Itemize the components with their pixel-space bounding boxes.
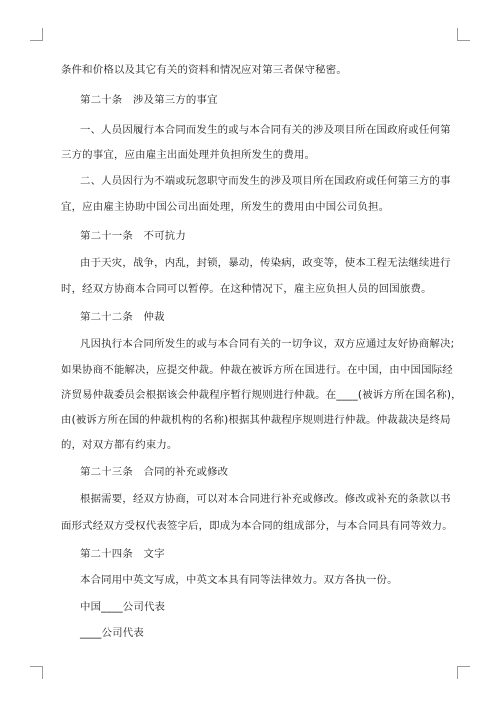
crop-mark-bottom-left [30,666,43,679]
paragraph-line: 面形式经双方受权代表签字后，即成为本合同的组成部分，与本合同具有同等效力。 [61,520,453,532]
paragraph-line: 如果协商不能解决，应提交仲裁。仲裁在被诉方所在国进行。在中国，由中国国际经 [61,364,453,376]
paragraph-line: 宜，应由雇主协助中国公司出面处理，所发生的费用由中国公司负担。 [61,201,390,213]
paragraph-line: 由(被诉方所在国的仲裁机构的名称)根据其仲裁程序规则进行仲裁。仲裁裁决是终局 [61,414,451,426]
paragraph-line: 二、人员因行为不端或玩忽职守而发生的涉及项目所在国政府或任何第三方的事 [80,175,451,187]
crop-mark-bottom-right [457,666,470,679]
article-heading: 第二十四条 文字 [80,548,165,560]
paragraph-line: 一、人员因履行本合同而发生的或与本合同有关的涉及项目所在国政府或任何第 [80,124,451,136]
paragraph-line: 本合同用中英文写成，中英文本具有同等法律效力。双方各执一份。 [80,574,398,586]
paragraph-line: 根据需要，经双方协商，可以对本合同进行补充或修改。修改或补充的条款以书 [80,493,451,505]
paragraph-line: 时，经双方协商本合同可以暂停。在这种情况下，雇主应负担人员的回国旅费。 [61,283,432,295]
crop-mark-top-right [457,28,470,41]
paragraph-line: 由于天灾，战争，内乱，封锁，暴动，传染病，政变等，使本工程无法继续进行 [80,257,451,269]
article-heading: 第二十三条 合同的补充或修改 [80,466,229,478]
article-heading: 第二十条 涉及第三方的事宜 [80,94,218,106]
paragraph-line: 济贸易仲裁委员会根据该会仲裁程序暂行规则进行仲裁。在____(被诉方所在国名称)， [61,389,462,401]
crop-mark-top-left [30,28,43,41]
article-heading: 第二十二条 仲裁 [80,311,165,323]
paragraph-line: 的，对双方都有约束力。 [61,439,178,451]
signature-line-china: 中国____公司代表 [80,601,166,613]
paragraph-line: 条件和价格以及其它有关的资料和情况应对第三者保守秘密。 [61,64,347,76]
paragraph-line: 三方的事宜，应由雇主出面处理并负担所发生的费用。 [61,149,316,161]
paragraph-line: 凡因执行本合同所发生的或与本合同有关的一切争议，双方应通过友好协商解决; [80,338,455,350]
signature-line-company: ____公司代表 [80,627,144,639]
article-heading: 第二十一条 不可抗力 [80,230,186,242]
